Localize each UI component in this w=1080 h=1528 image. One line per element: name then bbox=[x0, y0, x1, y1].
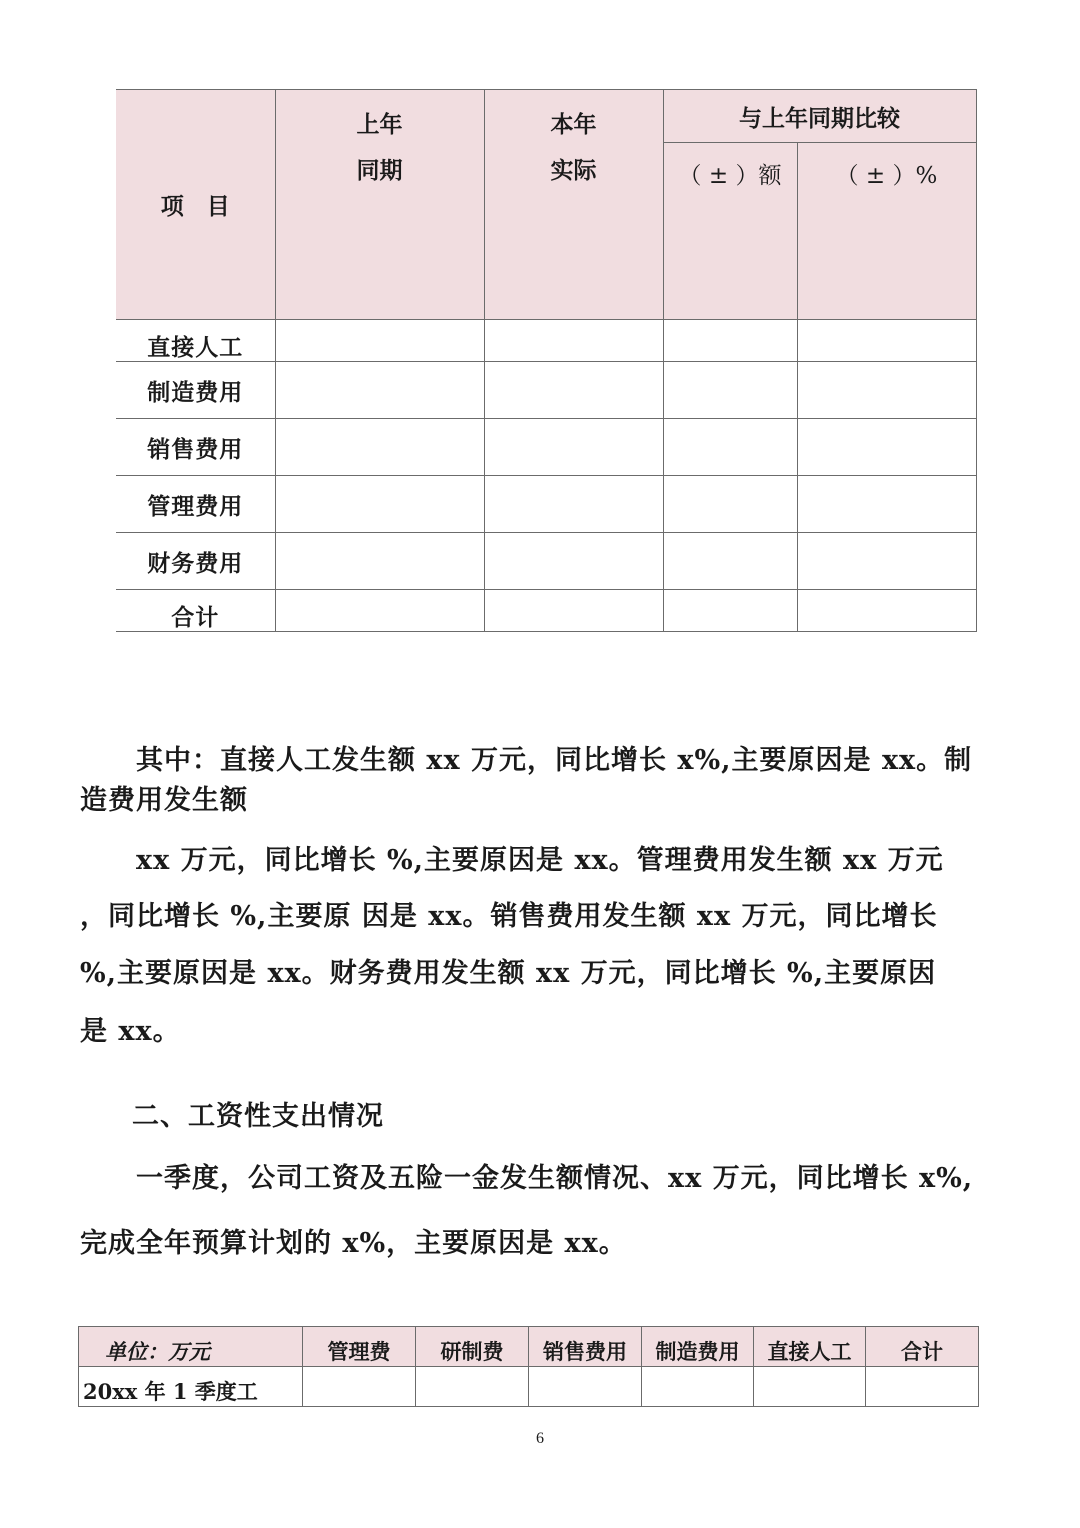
header-diff-pct bbox=[797, 143, 976, 320]
column-header: 管理费 bbox=[303, 1327, 416, 1367]
paragraph-line: 完成全年预算计划的 x%，主要原因是 xx。 bbox=[80, 1228, 627, 1259]
table-cell bbox=[484, 362, 663, 419]
header-item-label: 项 目 bbox=[160, 193, 230, 220]
table-cell bbox=[663, 320, 797, 362]
row-label: 管理费用 bbox=[116, 476, 275, 533]
header-diff-amount bbox=[663, 143, 797, 320]
table-cell bbox=[663, 476, 797, 533]
table-row bbox=[79, 1367, 979, 1407]
table-row bbox=[116, 362, 976, 419]
header-prev-year-line2: 同期 bbox=[356, 157, 403, 184]
page-number: 6 bbox=[536, 1430, 544, 1447]
table-cell bbox=[484, 320, 663, 362]
table-cell bbox=[797, 419, 976, 476]
table-cell bbox=[275, 419, 484, 476]
table-cell bbox=[275, 533, 484, 590]
header-prev-year-line1: 上年 bbox=[356, 111, 403, 138]
table-cell bbox=[797, 590, 976, 632]
header-this-year-line2: 实际 bbox=[550, 157, 597, 184]
table-cell bbox=[484, 419, 663, 476]
table-cell bbox=[275, 590, 484, 632]
table-cell bbox=[275, 320, 484, 362]
header-this-year-line1: 本年 bbox=[550, 111, 597, 138]
table-row bbox=[116, 476, 976, 533]
table-header-row bbox=[79, 1327, 979, 1367]
paragraph-line: 是 xx。 bbox=[80, 1016, 181, 1047]
header-diff-amount-label: （ ± ）额 bbox=[678, 163, 782, 189]
table-row bbox=[116, 533, 976, 590]
column-header: 销售费用 bbox=[529, 1327, 642, 1367]
column-header: 研制费 bbox=[416, 1327, 529, 1367]
paragraph-line: 造费用发生额 bbox=[80, 785, 248, 816]
header-prev-year bbox=[275, 90, 484, 320]
column-header: 合计 bbox=[866, 1327, 979, 1367]
paragraph-line: %,主要原因是 xx。财务费用发生额 xx 万元，同比增长 %,主要原因 bbox=[80, 958, 937, 989]
row-label: 制造费用 bbox=[116, 362, 275, 419]
header-compare bbox=[663, 90, 976, 143]
table-cell bbox=[797, 476, 976, 533]
paragraph-line: 其中：直接人工发生额 xx 万元，同比增长 x%,主要原因是 xx。制 bbox=[136, 745, 973, 776]
table-cell bbox=[797, 362, 976, 419]
row-label: 销售费用 bbox=[116, 419, 275, 476]
table-cell bbox=[484, 590, 663, 632]
section-title: 二、工资性支出情况 bbox=[132, 1101, 384, 1132]
table-cell bbox=[275, 476, 484, 533]
table-cell bbox=[529, 1367, 642, 1407]
paragraph-line: ，同比增长 %,主要原 因是 xx。销售费用发生额 xx 万元，同比增长 bbox=[80, 901, 938, 932]
row-label: 20xx 年 1 季度工 bbox=[79, 1367, 303, 1407]
table-cell bbox=[663, 590, 797, 632]
table-cell bbox=[484, 476, 663, 533]
table-cell bbox=[663, 419, 797, 476]
table-cell bbox=[416, 1367, 529, 1407]
paragraph-line: xx 万元，同比增长 %,主要原因是 xx。管理费用发生额 xx 万元 bbox=[136, 845, 944, 876]
expense-comparison-table bbox=[116, 89, 977, 632]
table-cell bbox=[866, 1367, 979, 1407]
column-header: 制造费用 bbox=[642, 1327, 754, 1367]
table-cell bbox=[642, 1367, 754, 1407]
table-row bbox=[116, 419, 976, 476]
table-cell bbox=[275, 362, 484, 419]
row-label: 财务费用 bbox=[116, 533, 275, 590]
salary-expense-table bbox=[78, 1326, 979, 1407]
paragraph-line: 一季度，公司工资及五险一金发生额情况、xx 万元，同比增长 x%, bbox=[136, 1163, 974, 1194]
table-cell bbox=[663, 362, 797, 419]
table-cell bbox=[303, 1367, 416, 1407]
table-cell bbox=[663, 533, 797, 590]
table-row bbox=[116, 320, 976, 362]
row-label-total: 合计 bbox=[116, 590, 275, 632]
table-cell bbox=[484, 533, 663, 590]
header-this-year bbox=[484, 90, 663, 320]
column-header: 直接人工 bbox=[754, 1327, 866, 1367]
table-cell bbox=[797, 320, 976, 362]
row-label: 直接人工 bbox=[116, 320, 275, 362]
table-cell bbox=[754, 1367, 866, 1407]
unit-label: 单位：万元 bbox=[79, 1327, 303, 1367]
header-diff-pct-label: （ ± ）% bbox=[835, 163, 938, 189]
table-cell bbox=[797, 533, 976, 590]
header-compare-label: 与上年同期比较 bbox=[739, 104, 900, 132]
table-row bbox=[116, 590, 976, 632]
header-item bbox=[116, 90, 275, 320]
